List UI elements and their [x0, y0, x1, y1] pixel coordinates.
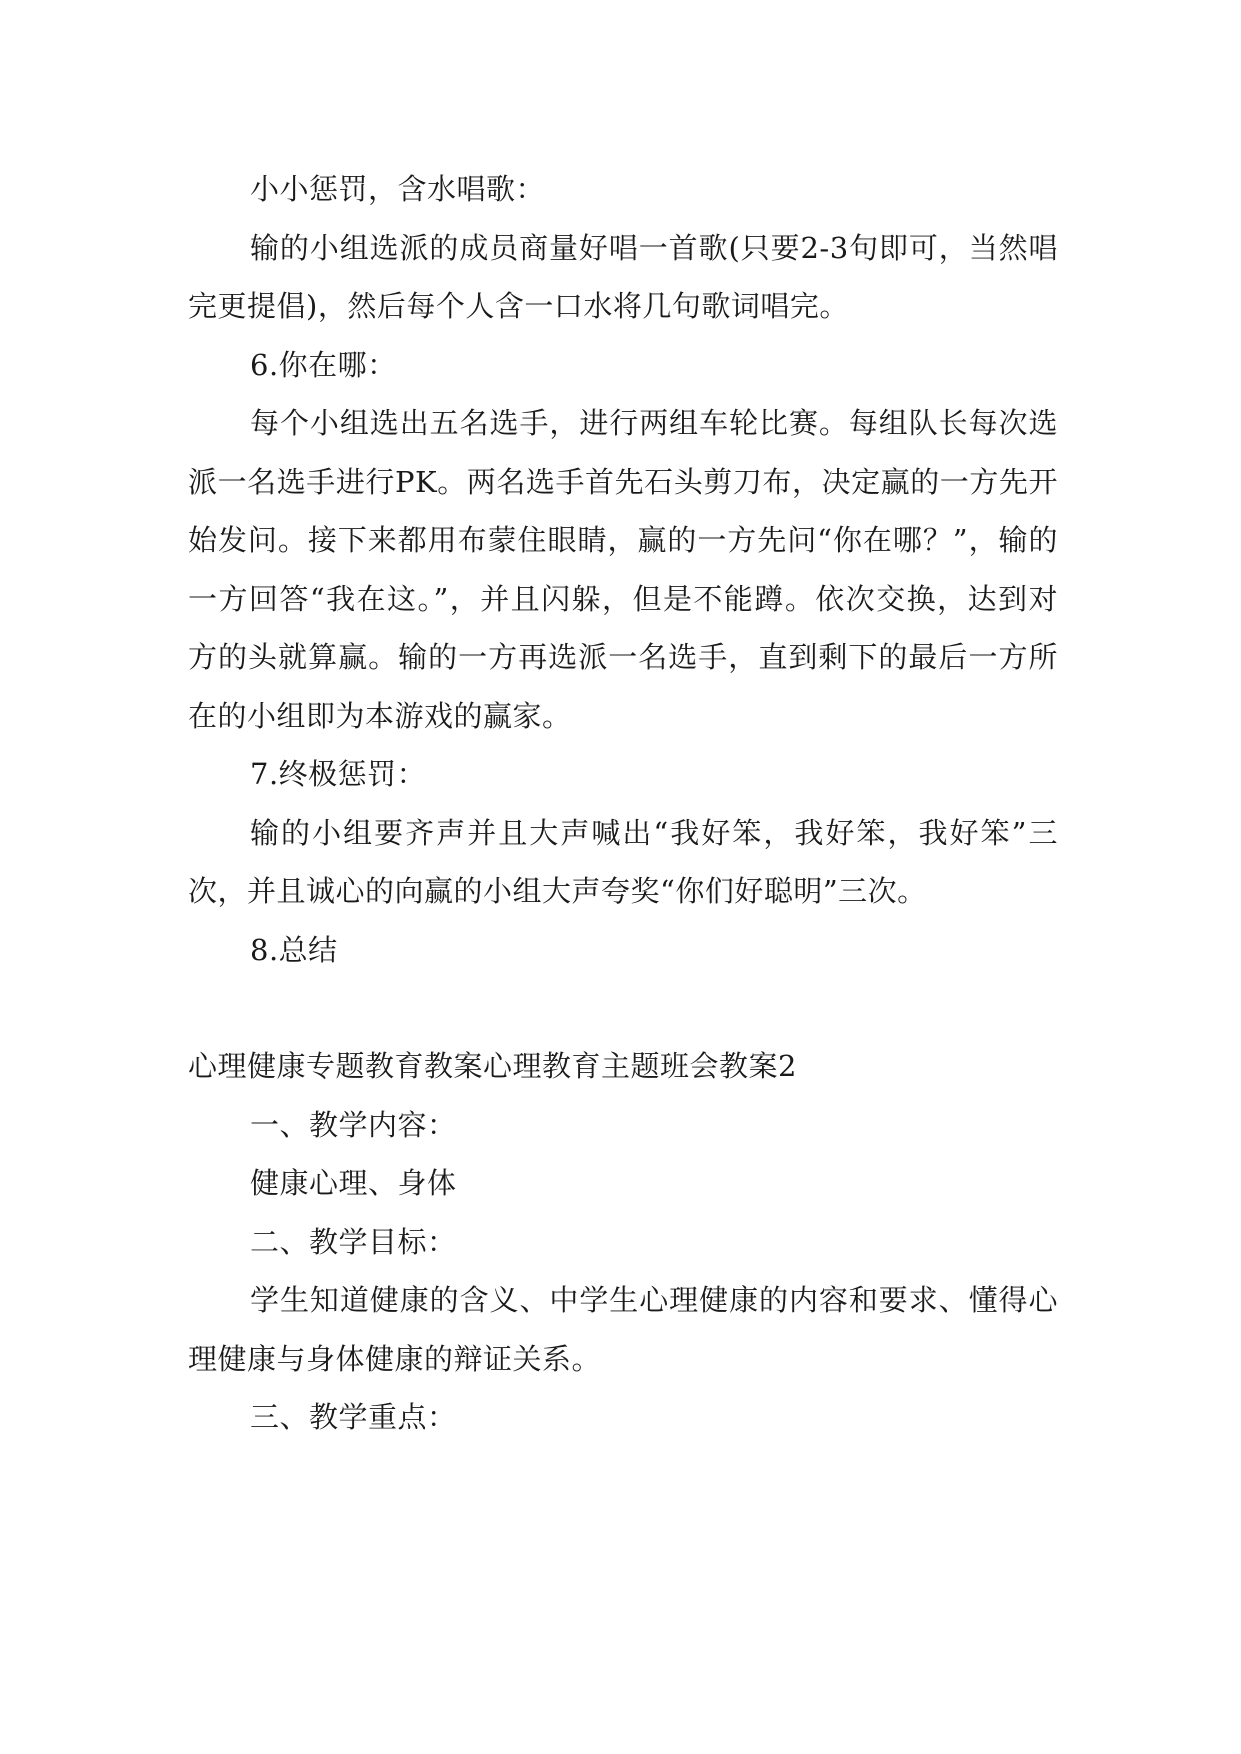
paragraph-teaching-focus-heading: 三、教学重点：	[250, 1400, 457, 1434]
paragraph-teaching-content: 健康心理、身体	[250, 1166, 457, 1200]
paragraph-teaching-goal-heading: 二、教学目标：	[250, 1224, 457, 1259]
paragraph-punishment-rules: 输的小组选派的成员商量好唱一首歌(只要2-3句即可，当然唱完更提倡)，然后每个人含一口水将几句歌词唱完。	[188, 230, 1058, 323]
section-title: 心理健康专题教育教案心理教育主题班会教案2	[188, 1049, 797, 1083]
paragraph-final-punishment-rules: 输的小组要齐声并且大声喊出“我好笨，我好笨，我好笨”三次，并且诚心的向赢的小组大声夸奖“你们好聪明”三次。	[188, 815, 1058, 908]
paragraph-punishment-heading: 小小惩罚，含水唱歌：	[250, 172, 546, 206]
paragraph-final-punishment-heading: 7.终极惩罚：	[250, 757, 427, 791]
paragraph-game6-rules: 每个小组选出五名选手，进行两组车轮比赛。每组队长每次选派一名选手进行PK。两名选手首先石头剪刀布，决定赢的一方先开始发问。接下来都用布蒙住眼睛，赢的一方先问“你在哪？”，输的一方回答“我在这。”，并且闪躲，但是不能蹲。依次交换，达到对方的头就算赢。输的一方再选派一名选手，直到剩下的最后一方所在的小组即为本游戏的赢家。	[188, 406, 1058, 733]
paragraph-game6-heading: 6.你在哪：	[250, 347, 397, 382]
paragraph-teaching-content-heading: 一、教学内容：	[250, 1107, 457, 1142]
document-body	[188, 160, 1058, 1447]
paragraph-summary: 8.总结	[250, 932, 338, 967]
section-spacer	[188, 979, 1058, 1037]
paragraph-teaching-goal: 学生知道健康的含义、中学生心理健康的内容和要求、懂得心理健康与身体健康的辩证关系。	[188, 1283, 1058, 1376]
